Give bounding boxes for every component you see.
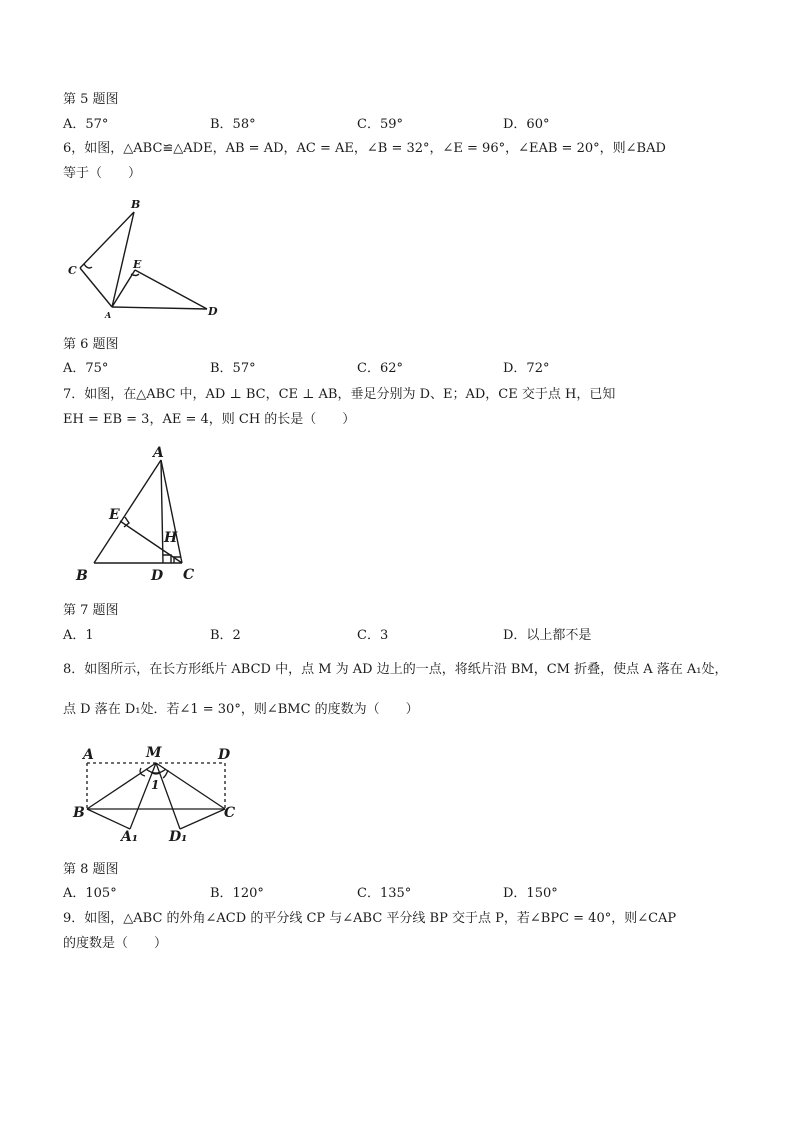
q8-caption: 第 8 题图 [63, 862, 119, 877]
q8-label-d1: D₁ [169, 829, 188, 845]
q5-option-a: A．57° [63, 117, 109, 132]
q5-option-d: D．60° [503, 117, 550, 132]
q6-option-b: B．57° [210, 361, 256, 376]
q7-text-line1: 7．如图，在△ABC 中，AD ⊥ BC，CE ⊥ AB，垂足分别为 D、E；AD，CE 交于点 H，已知 [63, 387, 616, 402]
q6-option-d: D．72° [503, 361, 550, 376]
q8-label-m: M [146, 745, 162, 761]
q6-label-a: A [105, 310, 112, 320]
q7-caption: 第 7 题图 [63, 603, 119, 618]
q7-label-b: B [76, 568, 88, 584]
q7-label-d: D [151, 568, 164, 584]
q6-text-line2: 等于（ ） [63, 166, 142, 181]
q7-option-b: B．2 [210, 628, 241, 643]
q7-option-c: C．3 [357, 628, 389, 643]
q8-label-angle1: 1 [151, 778, 160, 792]
q8-option-b: B．120° [210, 886, 264, 901]
q8-label-a1: A₁ [121, 829, 138, 845]
q5-caption: 第 5 题图 [63, 92, 119, 107]
q8-option-d: D．150° [503, 886, 558, 901]
q7-label-h: H [164, 530, 178, 546]
q8-option-a: A．105° [63, 886, 117, 901]
q9-text-line1: 9．如图，△ABC 的外角∠ACD 的平分线 CP 与∠ABC 平分线 BP 交于点 P，若∠BPC = 40°，则∠CAP [63, 911, 677, 926]
q6-text-line1: 6，如图，△ABC≌△ADE，AB = AD，AC = AE，∠B = 32°，∠E = 96°，∠EAB = 20°，则∠BAD [63, 141, 666, 156]
q7-option-a: A．1 [63, 628, 94, 643]
q6-option-c: C．62° [357, 361, 403, 376]
q8-text-line1: 8．如图所示，在长方形纸片 ABCD 中，点 M 为 AD 边上的一点，将纸片沿 BM，CM 折叠，使点 A 落在 A₁处， [63, 662, 728, 677]
q6-label-d: D [208, 305, 218, 318]
q7-label-c: C [183, 567, 195, 583]
q8-label-b: B [73, 805, 85, 821]
q7-text-line2: EH = EB = 3，AE = 4，则 CH 的长是（ ） [63, 412, 356, 427]
q8-text-line2: 点 D 落在 D₁处．若∠1 = 30°，则∠BMC 的度数为（ ） [63, 702, 419, 717]
q7-label-a: A [153, 445, 164, 461]
q8-label-a: A [83, 747, 94, 763]
q5-option-b: B．58° [210, 117, 256, 132]
q9-text-line2: 的度数是（ ） [63, 936, 168, 951]
q8-option-c: C．135° [357, 886, 412, 901]
q6-option-a: A．75° [63, 361, 109, 376]
q8-label-c: C [224, 805, 236, 821]
q6-label-e: E [133, 258, 142, 271]
q6-label-c: C [68, 264, 77, 277]
q6-label-b: B [131, 198, 141, 211]
q7-option-d: D．以上都不是 [503, 628, 592, 643]
q7-label-e: E [109, 507, 120, 523]
q6-caption: 第 6 题图 [63, 337, 119, 352]
q5-option-c: C．59° [357, 117, 403, 132]
q8-label-d: D [218, 747, 231, 763]
